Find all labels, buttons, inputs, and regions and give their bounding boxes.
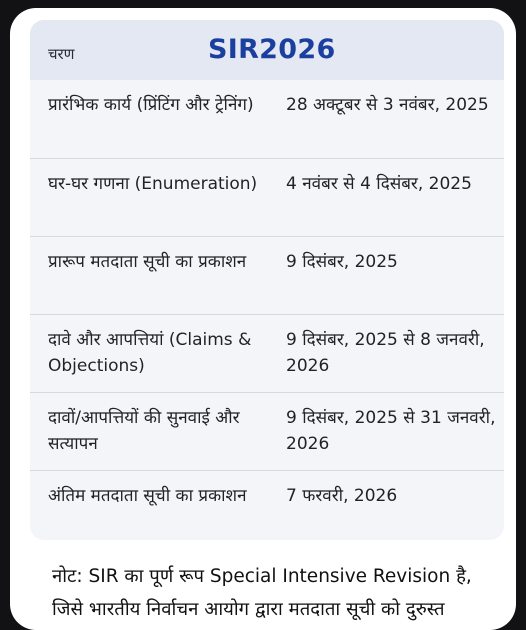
phase-cell: दावों/आपत्तियों की सुनवाई और सत्यापन [48,408,240,454]
phase-column-header: चरण [48,45,75,63]
table-row [30,470,504,540]
footnote [52,560,502,626]
date-cell: 9 दिसंबर, 2025 से 31 जनवरी, 2026 [286,408,496,454]
footnote-line: जिसे भारतीय निर्वाचन आयोग द्वारा मतदाता सूची को दुरुस्त [52,599,445,620]
table-title: SIR2026 [208,34,336,65]
table-row [30,80,504,158]
date-cell: 7 फरवरी, 2026 [286,486,398,506]
table-row [30,392,504,471]
table-header [30,20,504,80]
phase-cell: प्रारूप मतदाता सूची का प्रकाशन [48,252,247,272]
date-cell: 9 दिसंबर, 2025 से 8 जनवरी, 2026 [286,330,485,376]
footnote-line: नोट: SIR का पूर्ण रूप Special Intensive Revision है, [52,566,472,587]
content-card [10,8,516,630]
phase-cell: घर-घर गणना (Enumeration) [48,174,258,194]
date-cell: 4 नवंबर से 4 दिसंबर, 2025 [286,174,472,194]
phase-cell: अंतिम मतदाता सूची का प्रकाशन [48,486,247,506]
table-row [30,158,504,237]
date-cell: 9 दिसंबर, 2025 [286,252,398,272]
table-row [30,314,504,393]
phase-cell: दावे और आपत्तियां (Claims & Objections) [48,330,252,376]
schedule-table [30,20,504,540]
date-cell: 28 अक्टूबर से 3 नवंबर, 2025 [286,95,489,115]
phase-cell: प्रारंभिक कार्य (प्रिंटिंग और ट्रेनिंग) [48,95,254,115]
table-row [30,236,504,315]
